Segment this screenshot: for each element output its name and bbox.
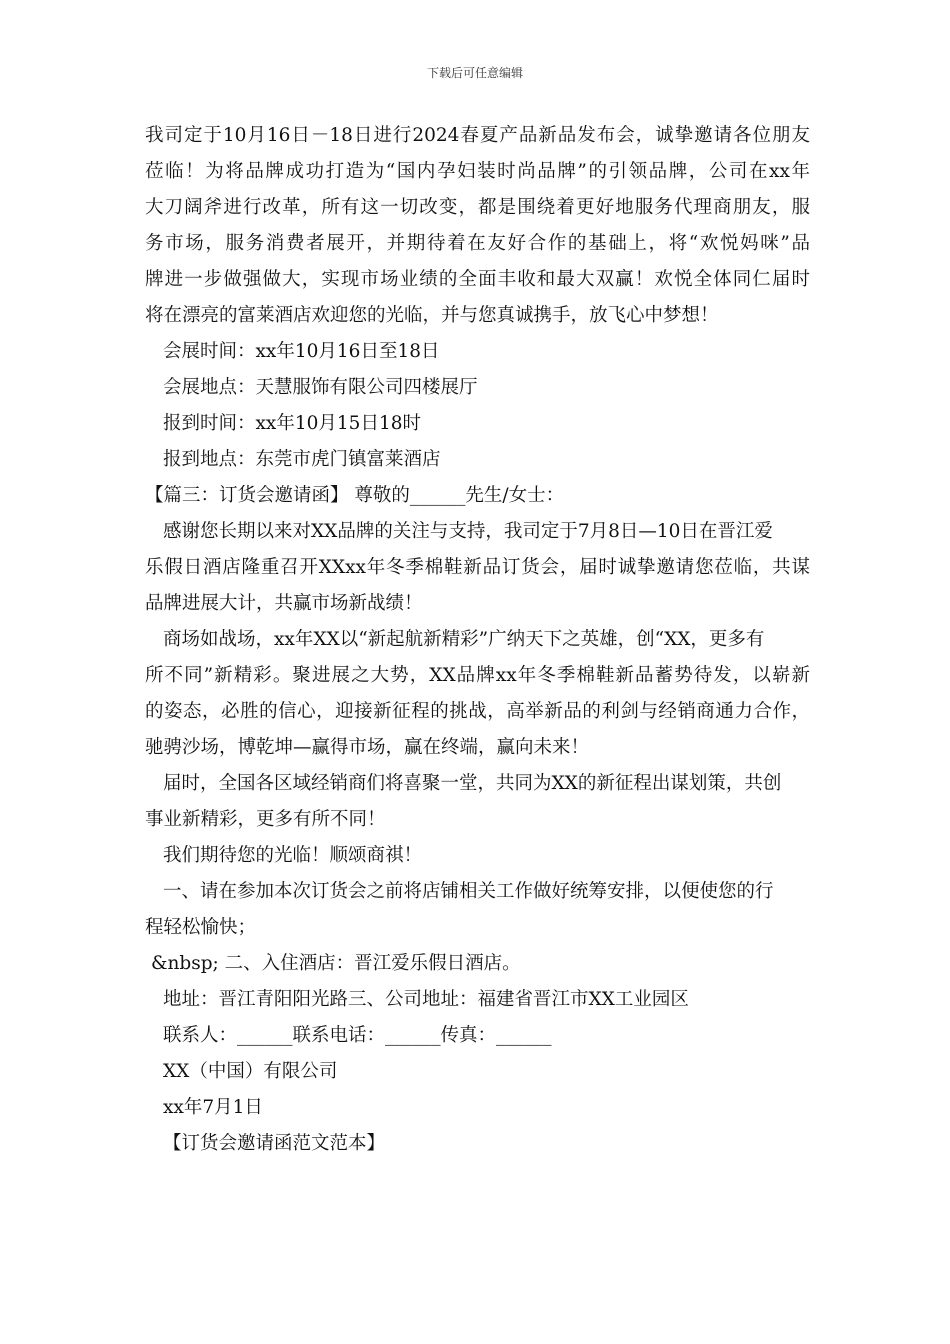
section-heading-line: 【篇三：订货会邀请函】 尊敬的______先生/女士： xyxy=(145,485,565,506)
paragraph-line: 我们期待您的光临！顺颂商祺！ xyxy=(163,845,423,866)
paragraph-line: 事业新精彩，更多有所不同！ xyxy=(145,809,386,830)
address-line: 地址：晋江青阳阳光路三、公司地址：福建省晋江市XX工业园区 xyxy=(163,989,689,1010)
closing-heading-line: 【订货会邀请函范文范本】 xyxy=(163,1133,386,1154)
contact-line: 联系人：______联系电话：______传真：______ xyxy=(163,1025,552,1046)
paragraph-line: 将在漂亮的富莱酒店欢迎您的光临，并与您真诚携手，放飞心中梦想！ xyxy=(145,305,719,326)
page-header-note: 下载后可任意编辑 xyxy=(426,66,523,80)
paragraph-line: 所不同”新精彩。聚进展之大势，XX品牌xx年冬季棉鞋新品蓄势待发，以崭新 xyxy=(145,665,810,686)
paragraph-line: 务市场，服务消费者展开，并期待着在友好合作的基础上，将“欢悦妈咪”品 xyxy=(145,233,810,254)
company-name-line: XX（中国）有限公司 xyxy=(163,1061,338,1082)
checkin-time-line: 报到时间：xx年10月15日18时 xyxy=(163,413,421,434)
checkin-place-line: 报到地点：东莞市虎门镇富莱酒店 xyxy=(163,449,441,470)
paragraph-line: 莅临！为将品牌成功打造为“国内孕妇装时尚品牌”的引领品牌，公司在xx年 xyxy=(145,161,810,182)
paragraph-line: 感谢您长期以来对XX品牌的关注与支持，我司定于7月8日—10日在晋江爱 xyxy=(163,521,773,542)
paragraph-line: 大刀阔斧进行改革，所有这一切改变，都是围绕着更好地服务代理商朋友，服 xyxy=(145,197,810,218)
document-body xyxy=(145,118,810,1162)
paragraph-line: 程轻松愉快； xyxy=(145,917,257,938)
paragraph-line: 驰骋沙场，博乾坤—赢得市场，赢在终端，赢向未来！ xyxy=(145,737,590,758)
paragraph-line: 牌进一步做强做大，实现市场业绩的全面丰收和最大双赢！欢悦全体同仁届时 xyxy=(145,269,810,290)
paragraph-line: 我司定于10月16日－18日进行2024春夏产品新品发布会，诚挚邀请各位朋友 xyxy=(145,125,810,146)
event-venue-line: 会展地点：天慧服饰有限公司四楼展厅 xyxy=(163,377,478,398)
paragraph-line: 乐假日酒店隆重召开XXxx年冬季棉鞋新品订货会，届时诚挚邀请您莅临，共谋 xyxy=(145,557,810,578)
paragraph-line: 的姿态，必胜的信心，迎接新征程的挑战，高举新品的利剑与经销商通力合作， xyxy=(145,701,810,722)
paragraph-line: 商场如战场，xx年XX以“新起航新精彩”广纳天下之英雄，创“XX，更多有 xyxy=(163,629,765,650)
hotel-line: &nbsp; 二、入住酒店：晋江爱乐假日酒店。 xyxy=(151,953,521,974)
event-time-line: 会展时间：xx年10月16日至18日 xyxy=(163,341,440,362)
paragraph-line: 一、请在参加本次订货会之前将店铺相关工作做好统筹安排，以便使您的行 xyxy=(163,881,774,902)
date-line: xx年7月1日 xyxy=(163,1097,263,1118)
paragraph-line: 届时，全国各区域经销商们将喜聚一堂，共同为XX的新征程出谋划策，共创 xyxy=(163,773,782,794)
paragraph-line: 品牌进展大计，共赢市场新战绩！ xyxy=(145,593,423,614)
